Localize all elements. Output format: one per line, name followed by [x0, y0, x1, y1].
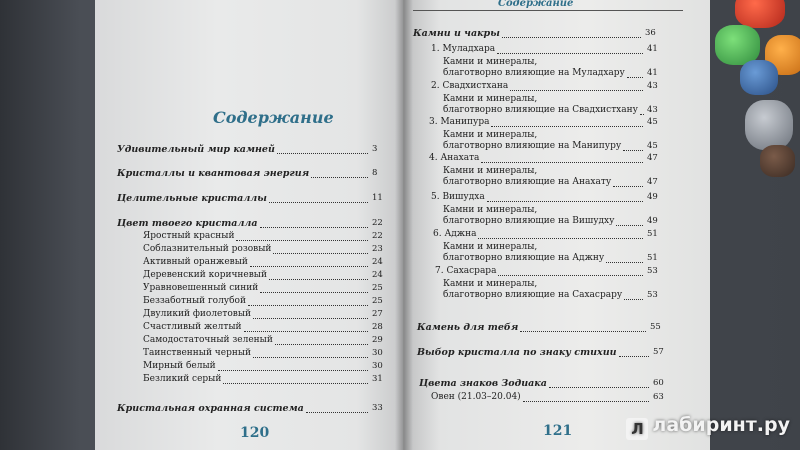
- left-toc-dot-leader: [311, 177, 368, 178]
- left-toc-entry-text: Деревенский коричневый: [143, 270, 267, 280]
- right-page: [403, 0, 710, 450]
- right-toc-entry-text: 2. Свадхистхана: [431, 81, 509, 91]
- left-toc-entry-text: Счастливый желтый: [143, 322, 242, 332]
- left-toc-dot-leader: [253, 318, 368, 319]
- right-toc-page-number: 43: [647, 81, 658, 91]
- left-page-title: Содержание: [213, 108, 334, 127]
- right-toc-entry-text: Камни и минералы,: [443, 279, 538, 289]
- right-toc-dot-leader: [481, 162, 643, 163]
- right-toc-entry-text: Камни и минералы,: [443, 94, 538, 104]
- blue-stone: [740, 60, 778, 95]
- right-toc-entry-text: Камни и чакры: [413, 28, 500, 39]
- left-toc-dot-leader: [244, 331, 369, 332]
- gray-stone: [745, 100, 793, 150]
- right-toc-dot-leader: [478, 238, 643, 239]
- right-toc-dot-leader: [623, 150, 643, 151]
- left-toc-dot-leader: [269, 279, 368, 280]
- left-toc-page-number: 8: [372, 168, 378, 178]
- right-toc-dot-leader: [523, 401, 649, 402]
- right-toc-entry-text: 3. Манипура: [429, 117, 490, 127]
- right-toc-entry-text: Овен (21.03–20.04): [431, 392, 521, 402]
- left-toc-page-number: 23: [372, 244, 383, 254]
- right-toc-page-number: 45: [647, 117, 658, 127]
- left-toc-entry-text: Мирный белый: [143, 361, 216, 371]
- right-toc-entry-text: благотворно влияющие на Свадхистхану: [443, 105, 638, 115]
- right-toc-dot-leader: [498, 275, 643, 276]
- left-toc-dot-leader: [236, 240, 368, 241]
- left-toc-entry-text: Самодостаточный зеленый: [143, 335, 273, 345]
- right-toc-entry-text: Камни и минералы,: [443, 57, 538, 67]
- left-page: [95, 0, 403, 450]
- left-toc-entry-text: Двуликий фиолетовый: [143, 309, 252, 319]
- right-toc-page-number: 49: [647, 192, 658, 202]
- left-toc-dot-leader: [250, 266, 368, 267]
- right-toc-page-number: 36: [645, 28, 656, 38]
- right-toc-dot-leader: [613, 186, 643, 187]
- left-toc-page-number: 22: [372, 218, 383, 228]
- left-toc-dot-leader: [248, 305, 368, 306]
- right-page-header: Содержание: [498, 0, 574, 9]
- right-toc-dot-leader: [619, 356, 649, 357]
- right-toc-entry-text: благотворно влияющие на Сахасрару: [443, 290, 623, 300]
- book-gutter: [395, 0, 413, 450]
- left-toc-entry-text: Соблазнительный розовый: [143, 244, 272, 254]
- right-toc-entry-text: Камни и минералы,: [443, 130, 538, 140]
- right-toc-dot-leader: [491, 126, 643, 127]
- header-rule: [413, 10, 683, 11]
- right-page-number: 121: [543, 423, 573, 439]
- right-toc-page-number: 60: [653, 378, 664, 388]
- right-toc-entry-text: Камни и минералы,: [443, 242, 538, 252]
- left-toc-page-number: 25: [372, 296, 383, 306]
- right-toc-page-number: 45: [647, 141, 658, 151]
- left-toc-dot-leader: [273, 253, 368, 254]
- right-toc-page-number: 41: [647, 44, 658, 54]
- left-toc-entry-text: Кристаллы и квантовая энергия: [117, 168, 310, 179]
- left-toc-page-number: 11: [372, 193, 383, 203]
- right-toc-dot-leader: [497, 53, 643, 54]
- right-toc-entry-text: Выбор кристалла по знаку стихии: [417, 347, 617, 358]
- left-toc-dot-leader: [223, 383, 368, 384]
- left-toc-entry-text: Безликий серый: [143, 374, 222, 384]
- left-toc-page-number: 29: [372, 335, 383, 345]
- left-toc-page-number: 28: [372, 322, 383, 332]
- left-toc-page-number: 25: [372, 283, 383, 293]
- right-toc-page-number: 51: [647, 253, 658, 263]
- right-toc-entry-text: благотворно влияющие на Манипуру: [443, 141, 622, 151]
- right-toc-entry-text: 1. Муладхара: [431, 44, 496, 54]
- right-toc-entry-text: Камень для тебя: [417, 322, 519, 333]
- right-toc-entry-text: Камни и минералы,: [443, 166, 538, 176]
- left-toc-dot-leader: [269, 202, 368, 203]
- left-toc-page-number: 33: [372, 403, 383, 413]
- right-toc-dot-leader: [616, 225, 643, 226]
- left-toc-dot-leader: [260, 227, 368, 228]
- left-toc-entry-text: Активный оранжевый: [143, 257, 248, 267]
- left-toc-entry-text: Уравновешенный синий: [143, 283, 259, 293]
- left-page-number: 120: [240, 425, 270, 441]
- right-toc-page-number: 51: [647, 229, 658, 239]
- right-toc-dot-leader: [549, 387, 649, 388]
- right-toc-dot-leader: [520, 331, 646, 332]
- right-toc-page-number: 53: [647, 266, 658, 276]
- left-toc-entry-text: Целительные кристаллы: [117, 193, 267, 204]
- labirint-logo-icon: Л: [626, 418, 648, 440]
- right-toc-dot-leader: [487, 201, 643, 202]
- red-stone: [735, 0, 785, 28]
- left-toc-dot-leader: [260, 292, 368, 293]
- right-toc-entry-text: 4. Анахата: [429, 153, 480, 163]
- left-toc-page-number: 30: [372, 361, 383, 371]
- left-toc-entry-text: Яростный красный: [143, 231, 235, 241]
- left-toc-page-number: 24: [372, 270, 383, 280]
- left-toc-dot-leader: [275, 344, 368, 345]
- left-toc-entry-text: Беззаботный голубой: [143, 296, 246, 306]
- left-toc-page-number: 3: [372, 144, 378, 154]
- right-toc-entry-text: благотворно влияющие на Анахату: [443, 177, 612, 187]
- right-toc-entry-text: Цвета знаков Зодиака: [419, 378, 547, 389]
- left-toc-page-number: 24: [372, 257, 383, 267]
- right-toc-dot-leader: [624, 299, 643, 300]
- right-toc-entry-text: 5. Вишудха: [431, 192, 485, 202]
- dark-stone: [760, 145, 795, 177]
- right-toc-page-number: 47: [647, 153, 658, 163]
- left-toc-dot-leader: [306, 412, 368, 413]
- right-toc-dot-leader: [627, 77, 643, 78]
- right-toc-entry-text: благотворно влияющие на Муладхару: [443, 68, 625, 78]
- left-toc-page-number: 22: [372, 231, 383, 241]
- right-toc-dot-leader: [606, 262, 643, 263]
- left-toc-page-number: 30: [372, 348, 383, 358]
- left-toc-entry-text: Удивительный мир камней: [117, 144, 275, 155]
- right-toc-dot-leader: [640, 114, 644, 115]
- right-toc-dot-leader: [510, 90, 643, 91]
- left-toc-dot-leader: [218, 370, 368, 371]
- right-toc-entry-text: благотворно влияющие на Аджну: [443, 253, 605, 263]
- left-toc-entry-text: Цвет твоего кристалла: [117, 218, 258, 229]
- right-toc-page-number: 49: [647, 216, 658, 226]
- right-toc-page-number: 57: [653, 347, 664, 357]
- left-toc-page-number: 31: [372, 374, 383, 384]
- left-toc-entry-text: Таинственный черный: [143, 348, 251, 358]
- book-spread: [95, 0, 710, 450]
- right-toc-dot-leader: [502, 37, 641, 38]
- left-toc-dot-leader: [253, 357, 368, 358]
- right-toc-page-number: 41: [647, 68, 658, 78]
- watermark: [626, 414, 790, 440]
- right-toc-page-number: 63: [653, 392, 664, 402]
- right-toc-entry-text: Камни и минералы,: [443, 205, 538, 215]
- right-toc-entry-text: 7. Сахасрара: [435, 266, 497, 276]
- right-toc-page-number: 55: [650, 322, 661, 332]
- right-toc-entry-text: благотворно влияющие на Вишудху: [443, 216, 615, 226]
- watermark-text: лабиринт.ру: [652, 414, 790, 436]
- left-toc-entry-text: Кристальная охранная система: [117, 403, 304, 414]
- right-toc-entry-text: 6. Аджна: [433, 229, 477, 239]
- left-toc-page-number: 27: [372, 309, 383, 319]
- green-stone: [715, 25, 760, 65]
- right-toc-page-number: 53: [647, 290, 658, 300]
- left-toc-dot-leader: [277, 153, 368, 154]
- right-toc-page-number: 47: [647, 177, 658, 187]
- right-toc-page-number: 43: [647, 105, 658, 115]
